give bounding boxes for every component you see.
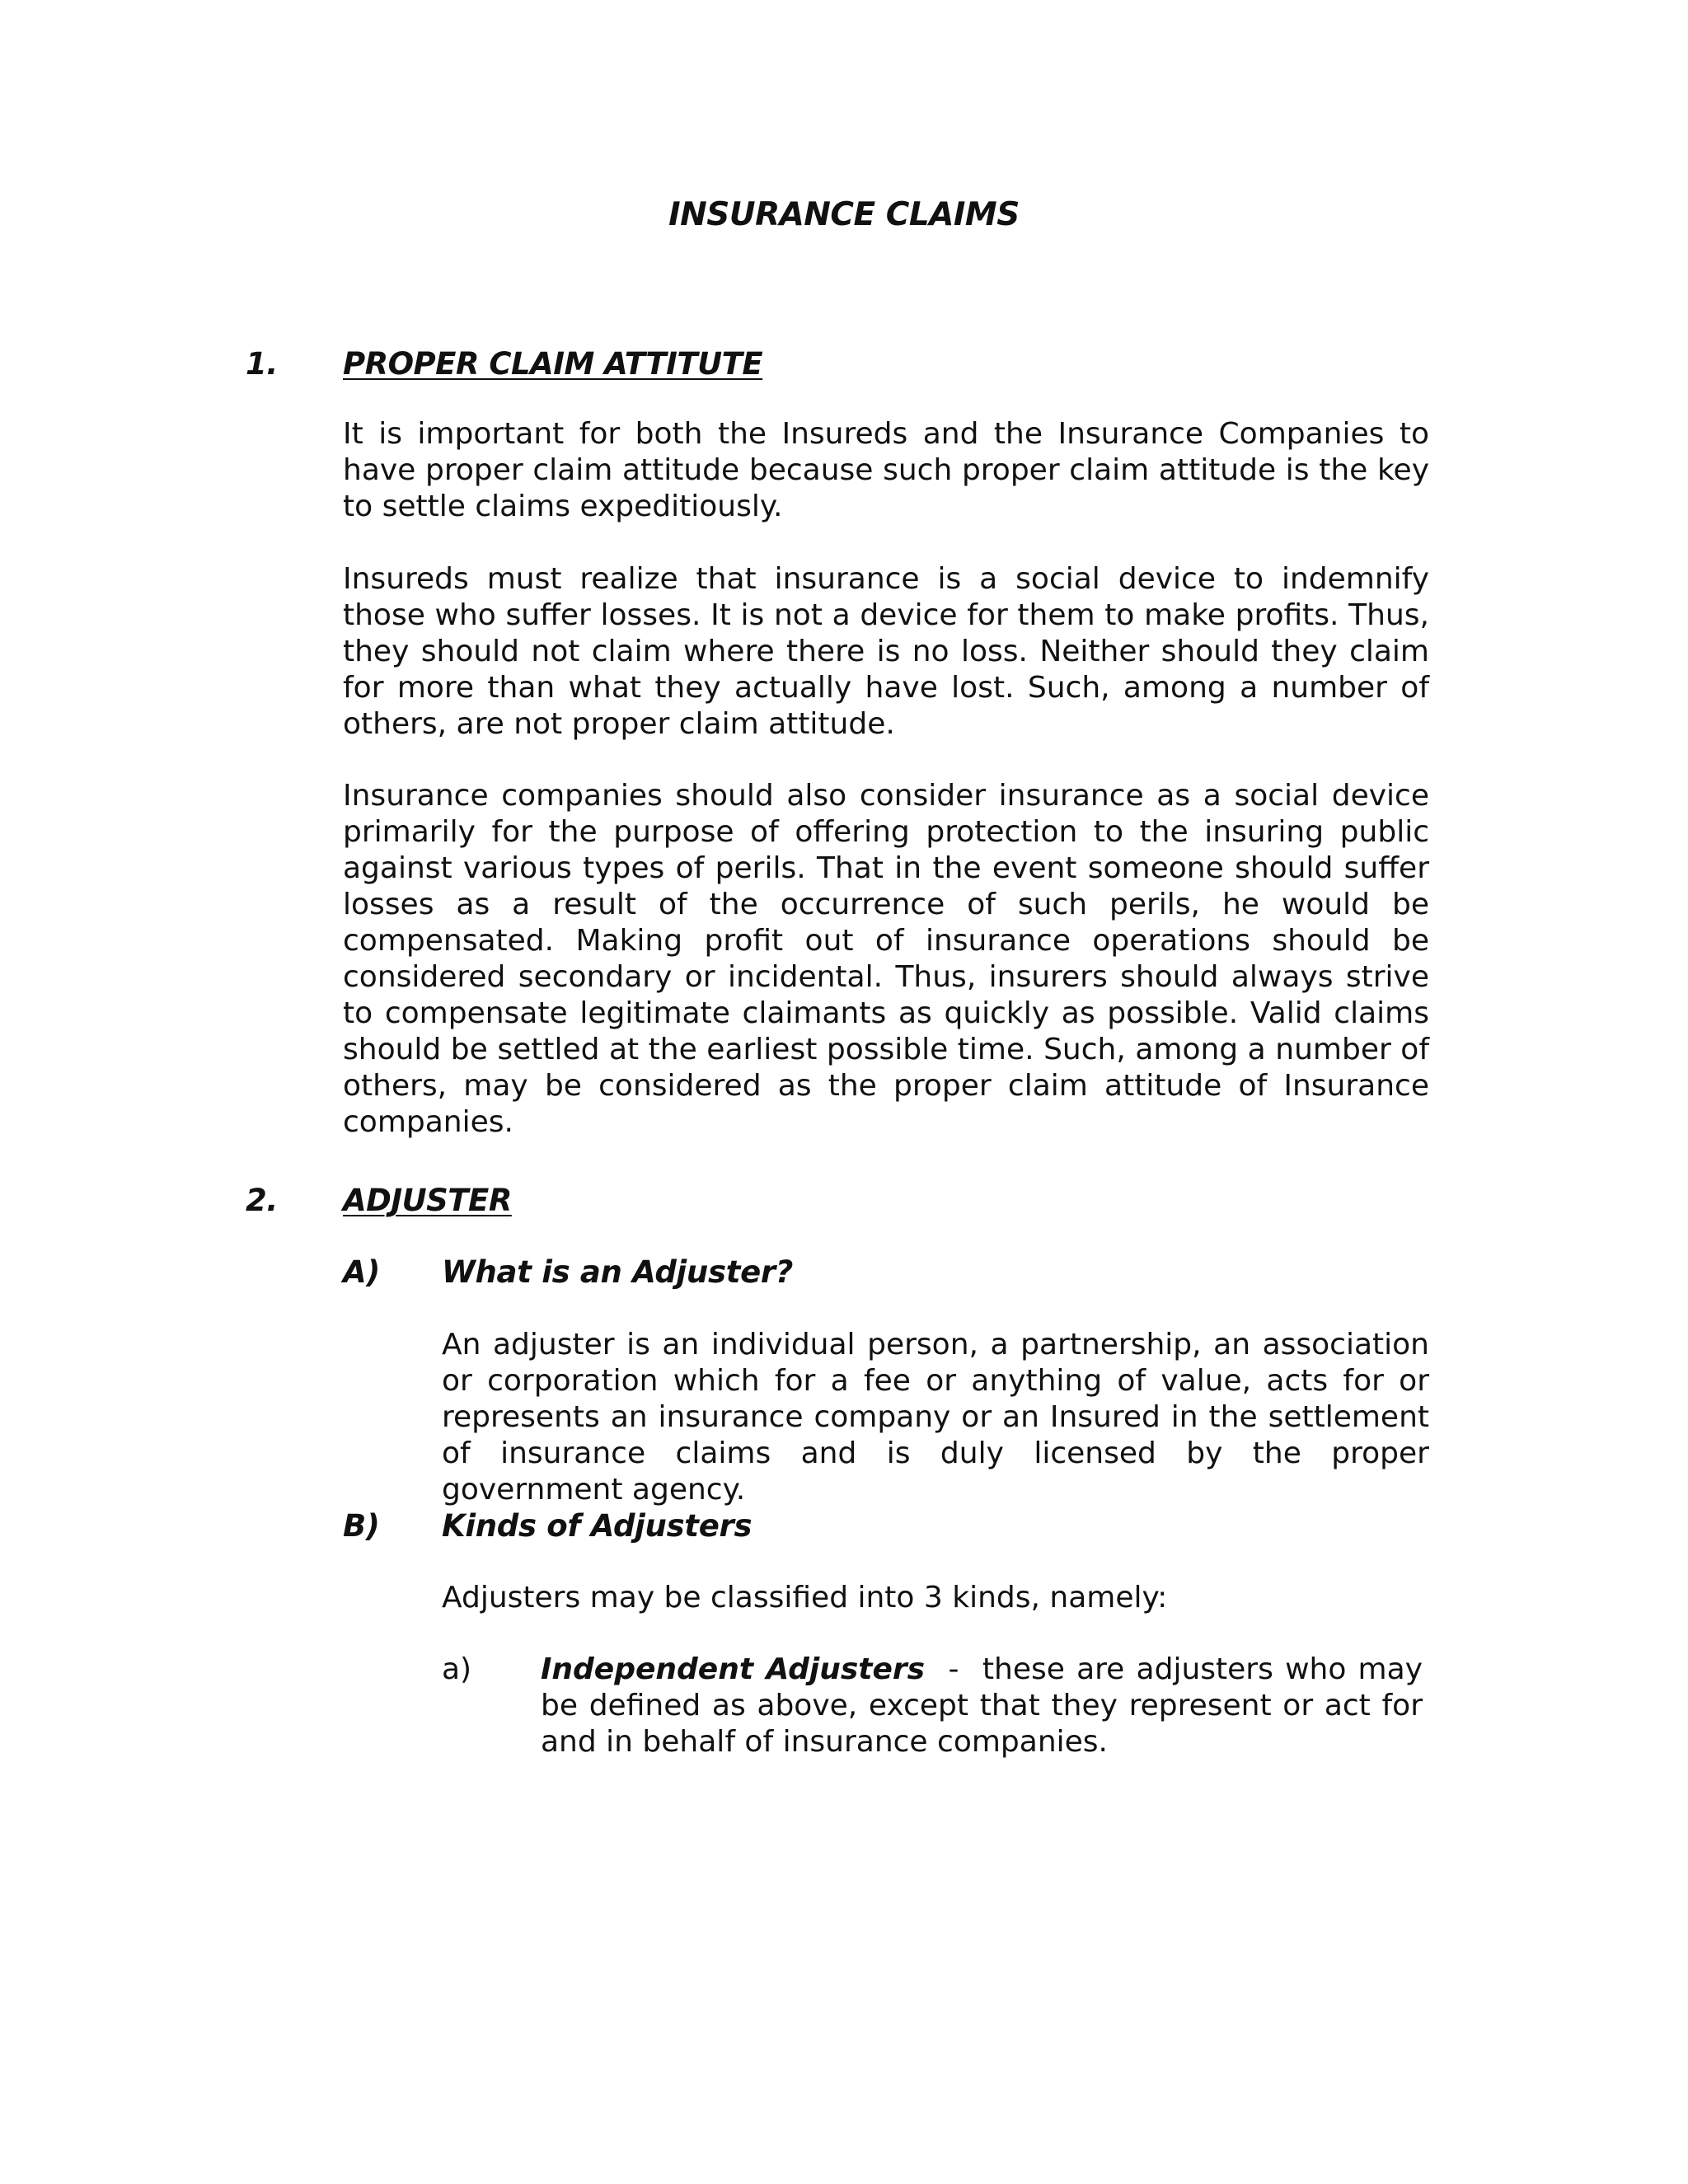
paragraph-claim-attitude-importance: It is important for both the Insureds and the Insurance Companies to have proper claim attitude because such proper claim attitude is the key to settle claims expeditiously. [343,417,1429,523]
section-number: 1. [246,346,278,382]
list-item-text: these are adjusters who may be defined as above, except that they represent or act for and in behalf of insurance companies. [541,1652,1423,1759]
section-title: ADJUSTER [343,1183,512,1218]
section-heading-proper-claim-attitude [246,346,987,387]
paragraph-kinds-intro: Adjusters may be classified into 3 kinds, namely: [442,1581,1168,1615]
paragraph-adjuster-definition: An adjuster is an individual person, a partnership, an association or corporation which for a fee or anything of value, acts for or represents an insurance company or an Insured in the settlement of insurance claims and is duly licensed by the proper government agency. [442,1328,1429,1507]
paragraph-insureds-attitude: Insureds must realize that insurance is a social device to indemnify those who suffer losses. It is not a device for them to make profits. Thus, they should not claim where there is no loss. Neither should they claim for more than what they actually have lost. Such, among a number of others, are not proper claim attitude. [343,562,1429,741]
list-item-separator: - [925,1652,982,1686]
subsection-title: Kinds of Adjusters [442,1508,753,1544]
section-number: 2. [246,1183,278,1218]
paragraph-insurers-attitude: Insurance companies should also consider insurance as a social device primarily for the purpose of offering protection to the insuring public against various types of perils. That in the event someone should suffer losses as a result of the occurrence of such perils, he would be compensated. Making profit out of insurance operations should be considered secondary or incidental. Thus, insurers should always strive to compensate legitimate claimants as quickly as possible. Valid claims should be settled at the earliest possible time. Such, among a number of others, may be considered as the proper claim attitude of Insurance companies. [343,779,1429,1139]
list-marker: a) [442,1652,472,1686]
subsection-title: What is an Adjuster? [442,1254,793,1290]
subsection-letter: B) [343,1508,380,1544]
page-title: INSURANCE CLAIMS [668,196,1020,233]
subsection-letter: A) [343,1254,380,1290]
section-title: PROPER CLAIM ATTITUTE [343,346,763,382]
section-heading-adjuster [246,1183,987,1224]
list-item-body [541,1652,1423,1760]
list-item-independent-adjusters [442,1652,1429,1767]
subsection-heading-what-is-adjuster [343,1254,1085,1296]
subsection-heading-kinds-of-adjusters [343,1508,1085,1549]
list-item-term: Independent Adjusters [541,1652,926,1686]
